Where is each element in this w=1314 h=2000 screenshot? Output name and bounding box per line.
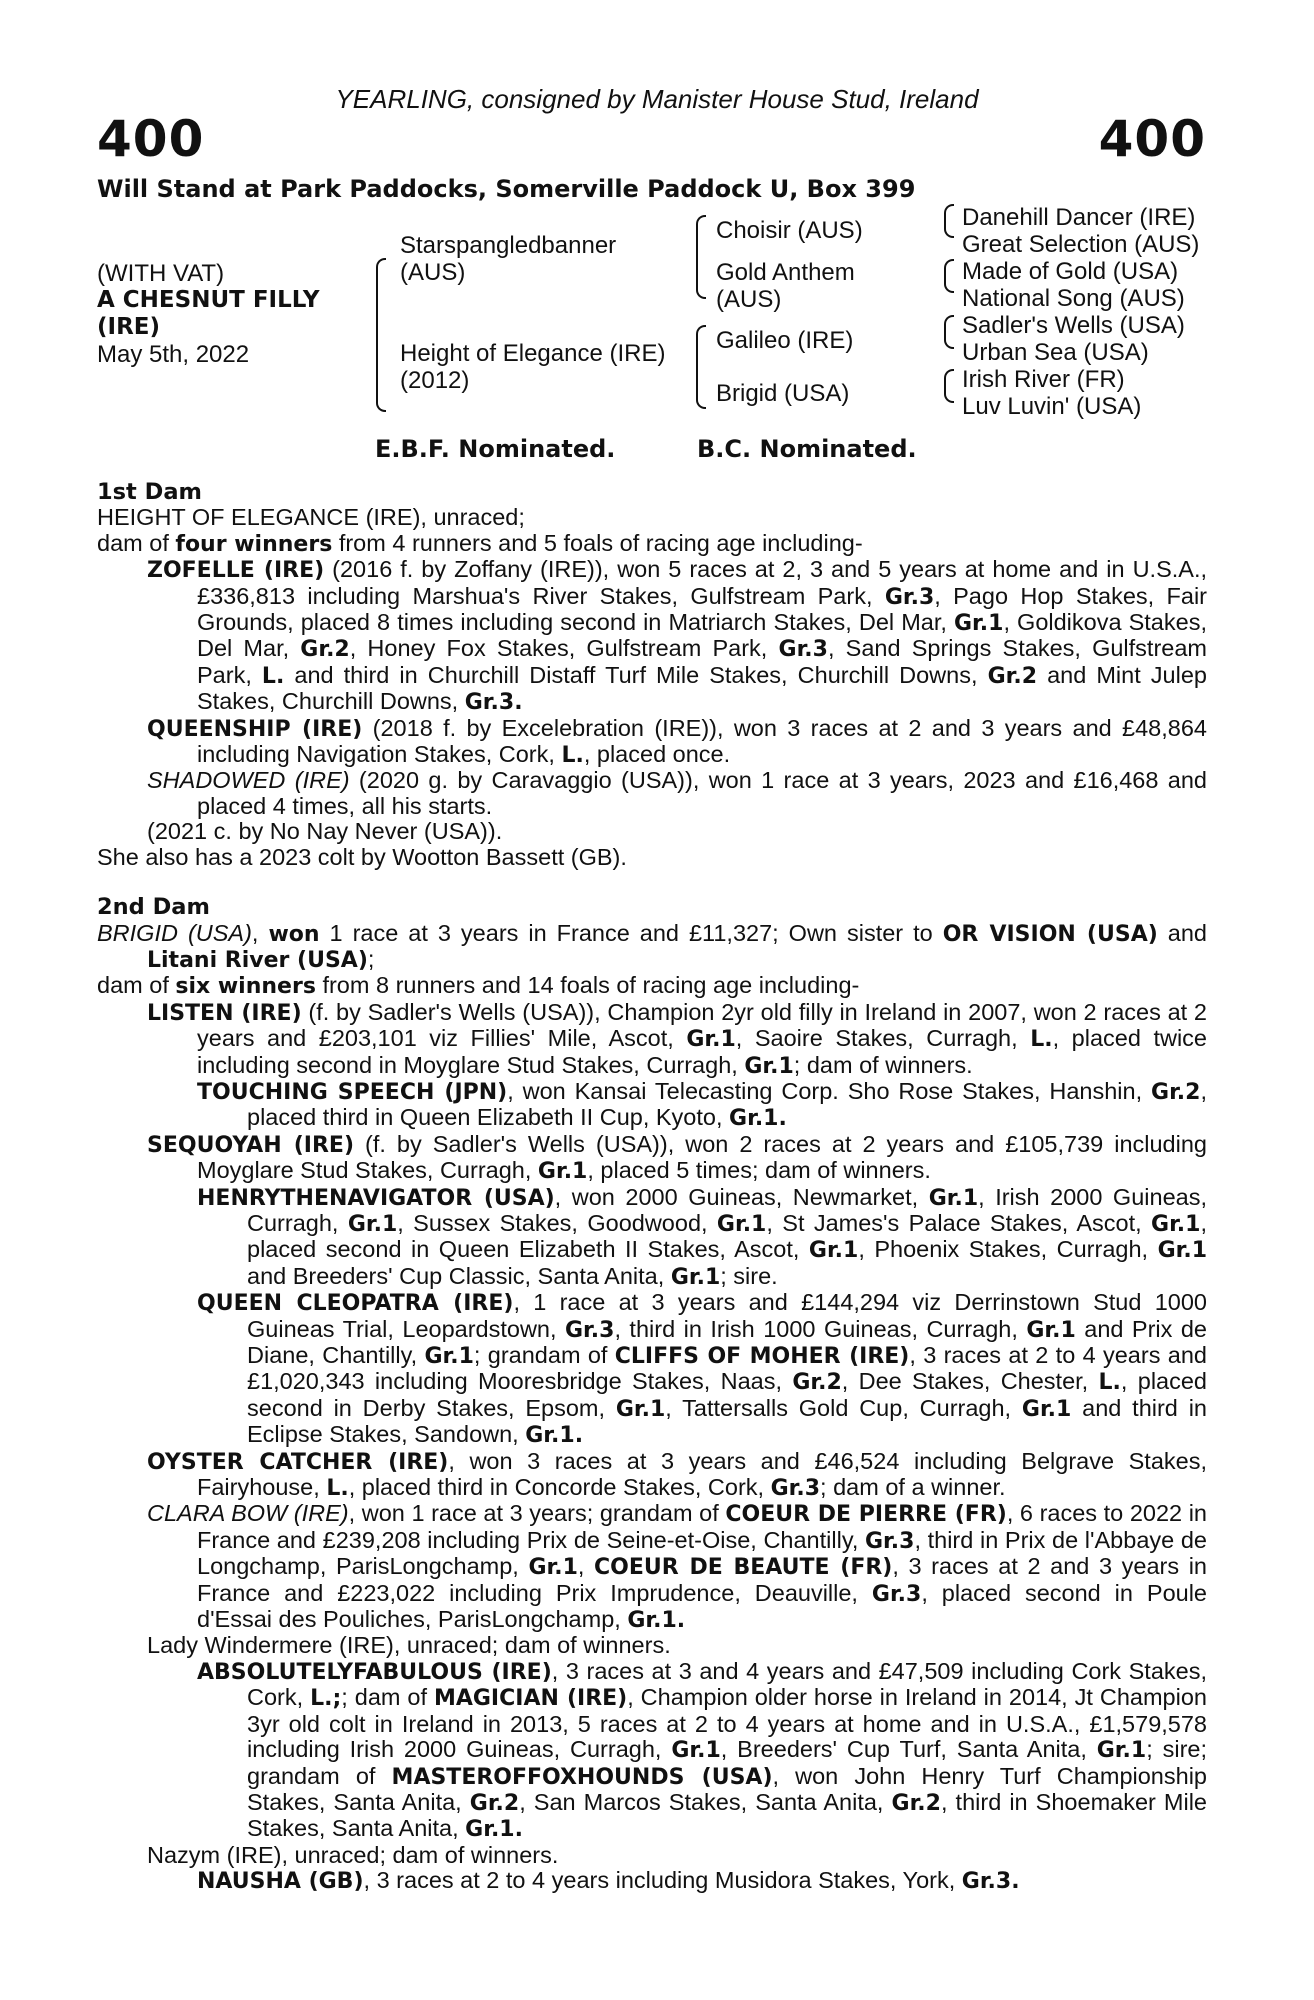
pedigree-brace-ds <box>944 315 954 349</box>
dam-sire: Galileo (IRE) <box>716 327 854 354</box>
dam-year: (2012) <box>400 367 470 394</box>
second-dam-heading: 2nd Dam <box>97 894 210 921</box>
ped-sdd: National Song (AUS) <box>962 285 1185 312</box>
sire-dam-name: Gold Anthem <box>716 259 855 286</box>
bc-nominated: B.C. Nominated. <box>697 435 917 463</box>
second-dam-intro: BRIGID (USA), won 1 race at 3 years in France and £11,327; Own sister to OR VISION (USA) and Litani River (USA); <box>97 919 1207 973</box>
ebf-nominated: E.B.F. Nominated. <box>375 435 616 463</box>
ped-dss: Sadler's Wells (USA) <box>962 312 1185 339</box>
vat-label: (WITH VAT) <box>97 260 225 287</box>
produce-absolutelyfabulous: ABSOLUTELYFABULOUS (IRE), 3 races at 3 and 4 years and £47,509 including Cork Stakes, Cork, L.;; dam of MAGICIAN (IRE), Champion older horse in Ireland in 2014, Jt Champion 3yr old colt in Ireland in 2013, 5 races at 2 to 4 years at home and in U.S.A., £1,579,578 including Irish 2000 Guineas, Curragh, Gr.1, Breeders' Cup Turf, Santa Anita, Gr.1; sire; grandam of MASTEROFFOXHOUNDS (USA), won John Henry Turf Championship Stakes, Santa Anita, Gr.2, San Marcos Stakes, Santa Anita, Gr.2, third in Shoemaker Mile Stakes, Santa Anita, Gr.1. <box>197 1657 1208 1843</box>
lot-number-right: 400 <box>1098 110 1206 168</box>
pedigree-brace-sd <box>944 259 954 293</box>
produce-zofelle: ZOFELLE (IRE) (2016 f. by Zoffany (IRE)), won 5 races at 2, 3 and 5 years at home and in U.S.A., £336,813 including Marshua's River Stakes, Gulfstream Park, Gr.3, Pago Hop Stakes, Fair Grounds, placed 8 times including second in Matriarch Stakes, Del Mar, Gr.1, Goldikova Stakes, Del Mar, Gr.2, Honey Fox Stakes, Gulfstream Park, Gr.3, Sand Springs Stakes, Gulfstream Park, L. and third in Churchill Distaff Turf Mile Stakes, Churchill Downs, Gr.2 and Mint Julep Stakes, Churchill Downs, Gr.3. <box>147 556 1208 716</box>
produce-touching-speech: TOUCHING SPEECH (JPN), won Kansai Telecasting Corp. Sho Rose Stakes, Hanshin, Gr.2, placed third in Queen Elizabeth II Cup, Kyoto, Gr.1. <box>197 1077 1207 1132</box>
produce-oyster-catcher: OYSTER CATCHER (IRE), won 3 races at 3 years and £46,524 including Belgrave Stakes, Fairyhouse, L., placed third in Concorde Stakes, Cork, Gr.3; dam of a winner. <box>147 1447 1207 1502</box>
produce-queen-cleopatra: QUEEN CLEOPATRA (IRE), 1 race at 3 years and £144,294 viz Derrinstown Stud 1000 Guineas Trial, Leopardstown, Gr.3, third in Irish 1000 Guineas, Curragh, Gr.1 and Prix de Diane, Chantilly, Gr.1; grandam of CLIFFS OF MOHER (IRE), 3 races at 2 to 4 years and £1,020,343 including Mooresbridge Stakes, Naas, Gr.2, Dee Stakes, Chester, L., placed second in Derby Stakes, Epsom, Gr.1, Tattersalls Gold Cup, Curragh, Gr.1 and third in Eclipse Stakes, Sandown, Gr.1. <box>197 1289 1208 1449</box>
horse-name: A CHESNUT FILLY <box>97 287 320 313</box>
produce-clara-bow: CLARA BOW (IRE), won 1 race at 3 years; grandam of COEUR DE PIERRE (FR), 6 races to 2022 in France and £239,208 including Prix de Seine-et-Oise, Chantilly, Gr.3, third in Prix de l'Abbaye de Longchamp, ParisLongchamp, Gr.1, COEUR DE BEAUTE (FR), 3 races at 2 and 3 years in France and £223,022 including Prix Imprudence, Deauville, Gr.3, placed second in Poule d'Essai des Pouliches, ParisLongchamp, Gr.1. <box>147 1500 1208 1634</box>
horse-country: (IRE) <box>97 314 161 340</box>
produce-nausha: NAUSHA (GB), 3 races at 2 to 4 years including Musidora Stakes, York, Gr.3. <box>197 1867 1020 1895</box>
first-dam-heading: 1st Dam <box>97 479 202 505</box>
ped-ssd: Great Selection (AUS) <box>962 231 1200 258</box>
dam-name: Height of Elegance (IRE) <box>400 340 666 367</box>
first-dam-intro: HEIGHT OF ELEGANCE (IRE), unraced; <box>97 504 525 531</box>
catalogue-body <box>97 480 1207 1895</box>
produce-queenship: QUEENSHIP (IRE) (2018 f. by Excelebration (IRE)), won 3 races at 2 and 3 years and £48,864 including Navigation Stakes, Cork, L., placed once. <box>147 714 1207 769</box>
produce-nazym: Nazym (IRE), unraced; dam of winners. <box>147 1841 559 1868</box>
ped-ddd: Luv Luvin' (USA) <box>962 393 1142 420</box>
sire-country: (AUS) <box>400 259 466 286</box>
pedigree-brace-dd <box>944 369 954 403</box>
produce-listen: LISTEN (IRE) (f. by Sadler's Wells (USA)), Champion 2yr old filly in Ireland in 2007, won 2 races at 2 years and £203,101 viz Fillies' Mile, Ascot, Gr.1, Saoire Stakes, Curragh, L., placed twice including second in Moyglare Stud Stakes, Curragh, Gr.1; dam of winners. <box>147 998 1208 1079</box>
ped-dds: Irish River (FR) <box>962 366 1125 393</box>
horse-dob: May 5th, 2022 <box>97 341 250 368</box>
sire-sire: Choisir (AUS) <box>716 217 863 244</box>
pedigree-brace-sire <box>696 215 706 299</box>
consignment-line: YEARLING, consigned by Manister House Stud, Ireland <box>335 84 979 114</box>
produce-lady-windermere: Lady Windermere (IRE), unraced; dam of winners. <box>147 1632 671 1659</box>
second-dam-produce-line: dam of six winners from 8 runners and 14 foals of racing age including- <box>97 972 860 1000</box>
produce-sequoyah: SEQUOYAH (IRE) (f. by Sadler's Wells (USA)), won 2 races at 2 years and £105,739 including Moyglare Stud Stakes, Curragh, Gr.1, placed 5 times; dam of winners. <box>147 1130 1207 1185</box>
ped-sds: Made of Gold (USA) <box>962 258 1179 285</box>
produce-shadowed: SHADOWED (IRE) (2020 g. by Caravaggio (USA)), won 1 race at 3 years, 2023 and £16,468 and placed 4 times, all his starts. <box>147 767 1208 819</box>
produce-henrythenavigator: HENRYTHENAVIGATOR (USA), won 2000 Guineas, Newmarket, Gr.1, Irish 2000 Guineas, Curragh, Gr.1, Sussex Stakes, Goodwood, Gr.1, St James's Palace Stakes, Ascot, Gr.1, placed second in Queen Elizabeth II Stakes, Ascot, Gr.1, Phoenix Stakes, Curragh, Gr.1 and Breeders' Cup Classic, Santa Anita, Gr.1; sire. <box>197 1183 1207 1290</box>
pedigree-brace-ss <box>944 204 954 238</box>
sire-name: Starspangledbanner <box>400 232 617 259</box>
produce-colt-2021: (2021 c. by No Nay Never (USA)). <box>147 818 503 845</box>
ped-sss: Danehill Dancer (IRE) <box>962 204 1196 231</box>
lot-number-left: 400 <box>97 110 205 168</box>
pedigree-brace-dam <box>696 325 706 409</box>
ped-dsd: Urban Sea (USA) <box>962 339 1149 366</box>
pedigree-brace-main <box>376 258 386 412</box>
stand-location: Will Stand at Park Paddocks, Somerville Paddock U, Box 399 <box>97 175 916 203</box>
dam-dam: Brigid (USA) <box>716 380 850 407</box>
first-dam-produce-line: dam of four winners from 4 runners and 5 foals of racing age including- <box>97 529 863 557</box>
produce-colt-2023: She also has a 2023 colt by Wootton Bassett (GB). <box>97 843 627 870</box>
sire-dam-country: (AUS) <box>716 286 782 313</box>
